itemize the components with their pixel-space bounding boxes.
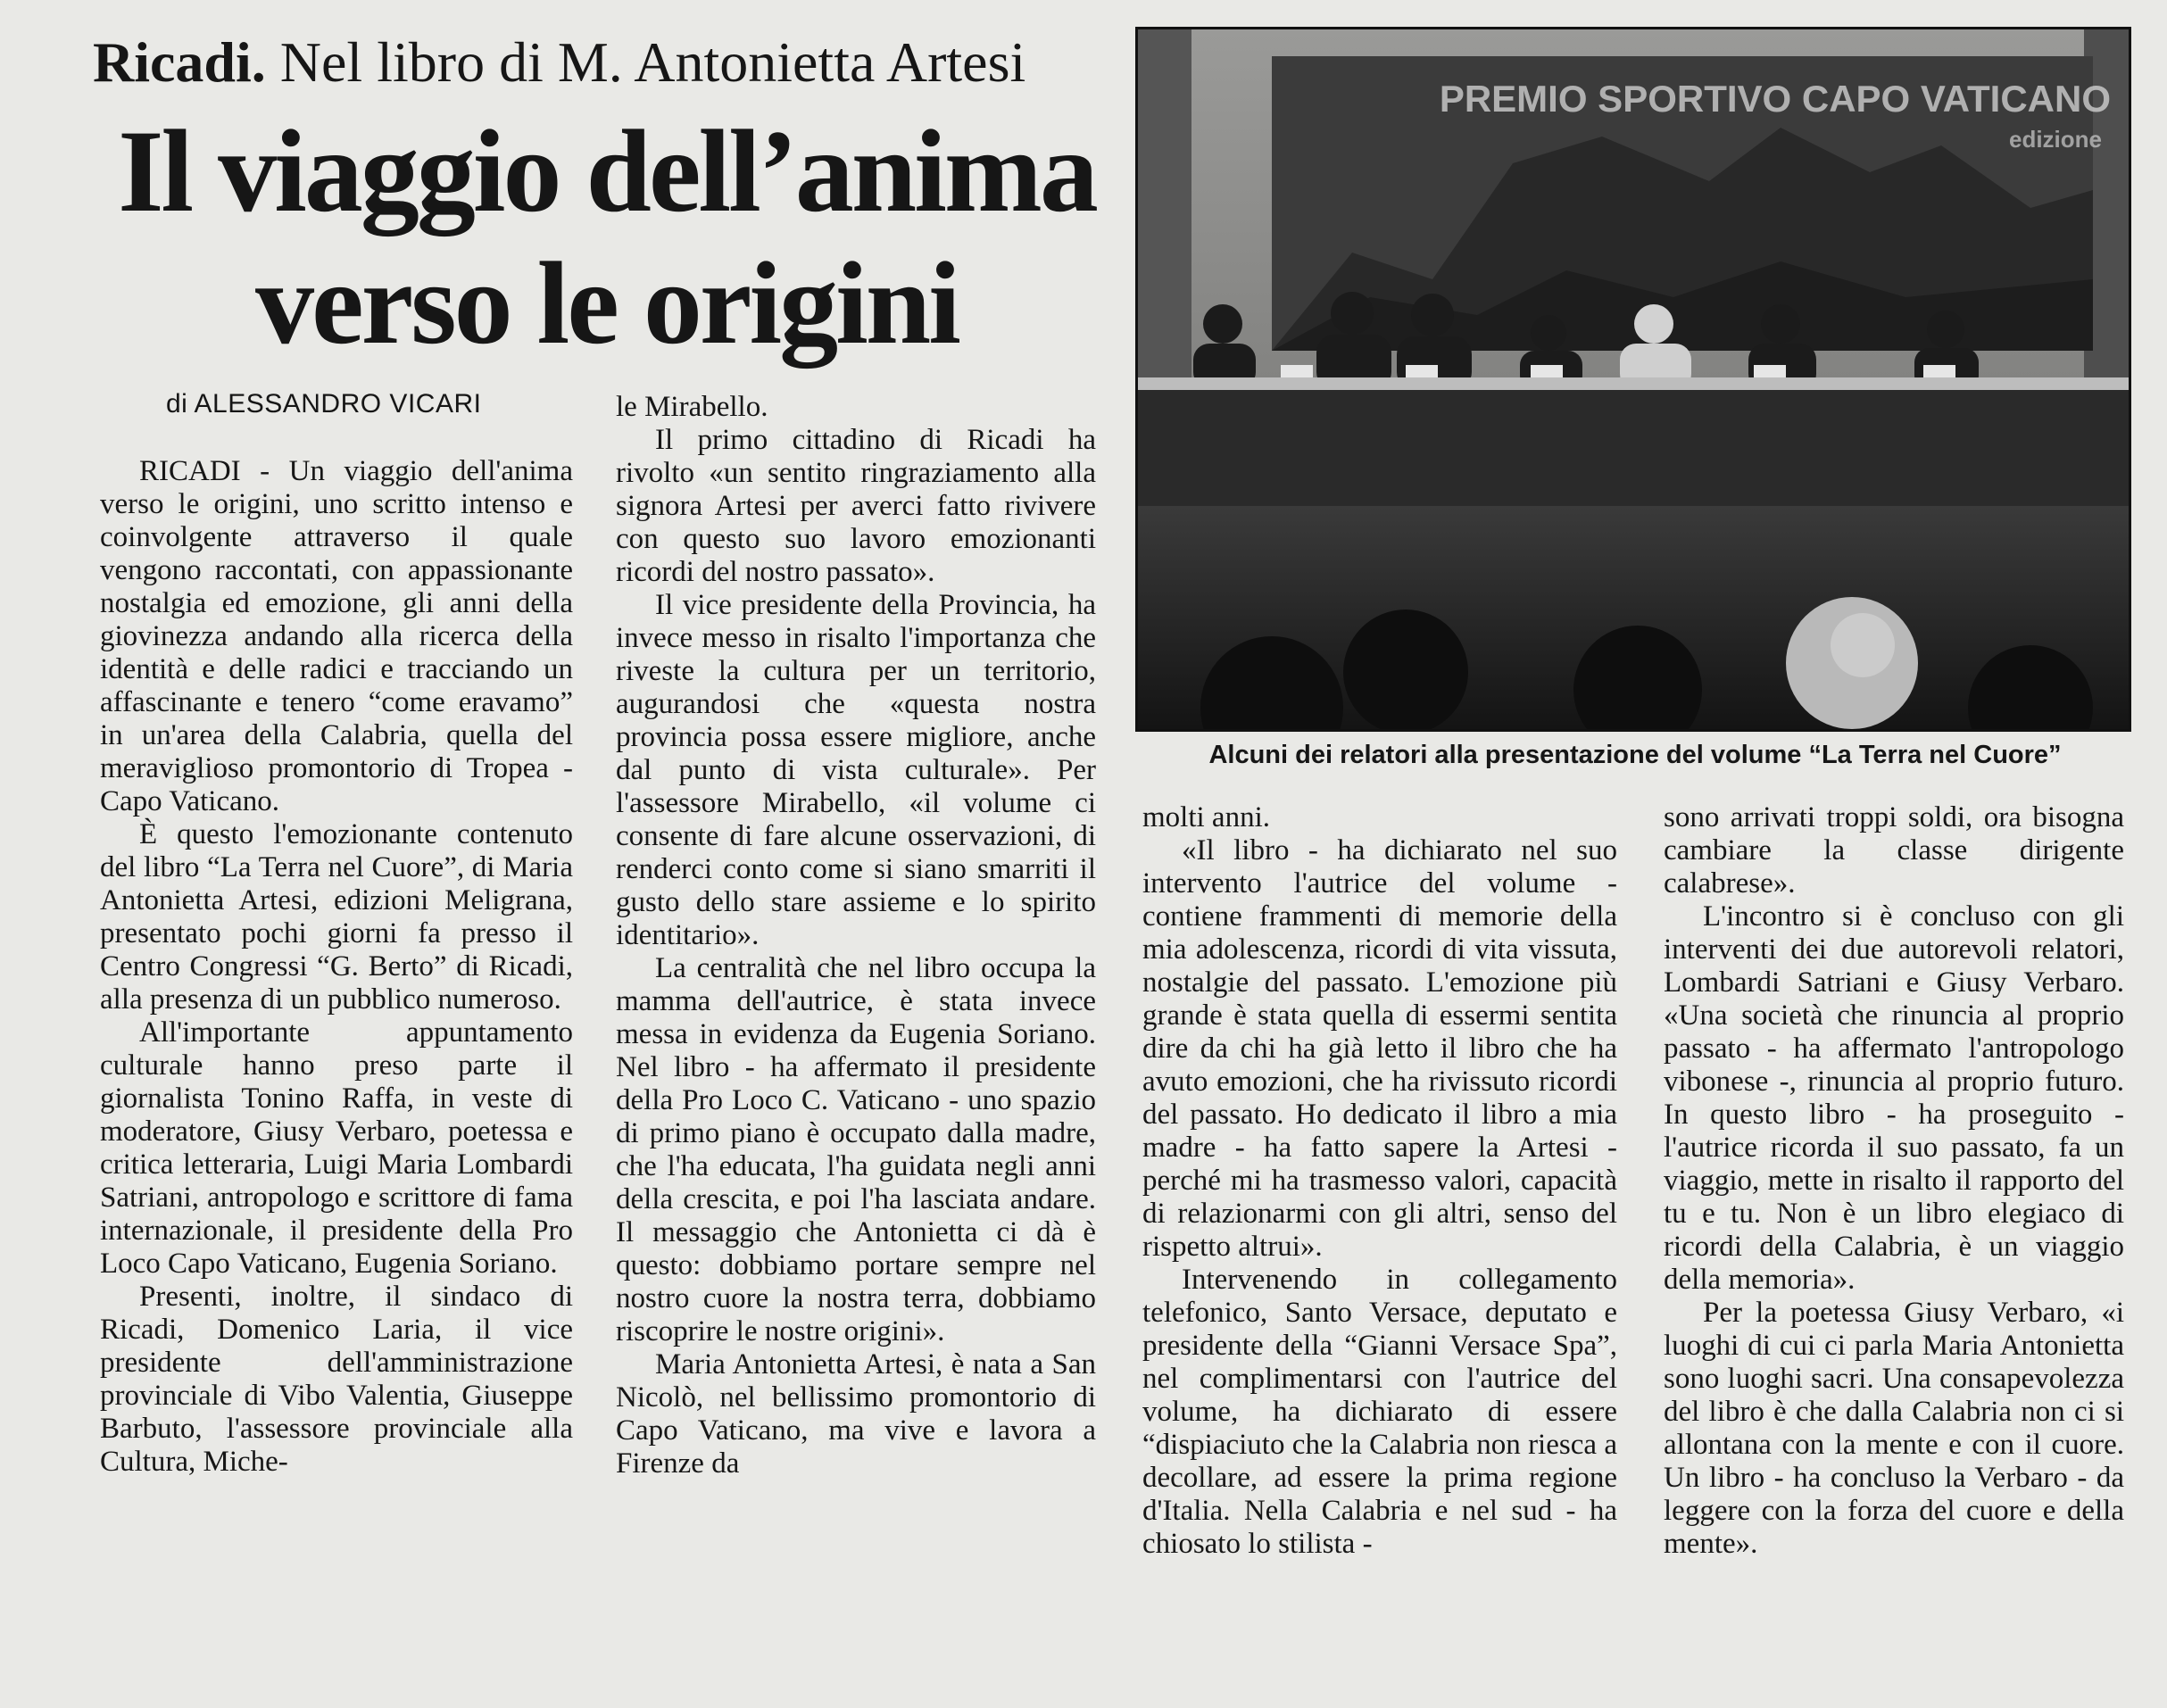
col2-paragraph: Il primo cittadino di Ricadi ha rivolto «un sentito ringraziamento alla signora Artesi per averci fatto rivivere con questo suo lavoro emozionanti ricordi del nostro passato». [616, 424, 1096, 588]
col2-paragraph: Maria Antonietta Artesi, è nata a San Nicolò, nel bellissimo promontorio di Capo Vaticano, ma vive e lavora a Firenze da [616, 1348, 1096, 1480]
article-column-2 [616, 391, 1096, 1480]
headline-line-1: Il viaggio dell’anima [118, 105, 1096, 236]
photo-caption: Alcuni dei relatori alla presentazione del volume “La Terra nel Cuore” [1208, 741, 2062, 769]
col1-paragraph: All'importante appuntamento culturale hanno preso parte il giornalista Tonino Raffa, in veste di moderatore, Giusy Verbaro, poetessa e critica letteraria, Luigi Maria Lombardi Satriani, antropologo e scrittore di fama internazionale, il presidente della Pro Loco Capo Vaticano, Eugenia Soriano. [100, 1016, 573, 1280]
col2-paragraph: Il vice presidente della Provincia, ha invece messo in risalto l'importanza che riveste la cultura per un territorio, augurandosi che «questa nostra provincia possa essere migliore, anche dal punto di vista culturale». Per l'assessore Mirabello, «il volume ci consente di fare alcune osservazioni, di renderci conto come si siano smarriti il gusto dello stare assieme e lo spirito identitario». [616, 589, 1096, 951]
conference-photo [1135, 27, 2131, 732]
article-column-3 [1142, 801, 1617, 1561]
article-column-4 [1664, 801, 2124, 1561]
col3-paragraph: Intervenendo in collegamento telefonico, Santo Versace, deputato e presidente della “Gianni Versace Spa”, nel complimentarsi con l'autrice del volume, ha dichiarato di essere “dispiaciuto che la Calabria non riesca a decollare, ad essere la prima regione d'Italia. Nella Calabria e nel sud - ha chiosato lo stilista - [1142, 1264, 1617, 1560]
article-kicker [93, 25, 1025, 100]
col2-paragraph: La centralità che nel libro occupa la mamma dell'autrice, è stata invece messa in evidenza da Eugenia Soriano. Nel libro - ha affermato il presidente della Pro Loco C. Vaticano - uno spazio di primo piano è occupato dalla madre, che l'ha educata, l'ha guidata negli anni della crescita, e poi l'ha lasciata andare. Il messaggio che Antonietta ci dà è questo: dobbiamo portare sempre nel nostro cuore la nostra terra, dobbiamo riscoprire le nostre origini». [616, 952, 1096, 1347]
col3-continuation: molti anni. [1142, 801, 1270, 833]
article-byline: di ALESSANDRO VICARI [166, 389, 482, 419]
kicker-place: Ricadi. [93, 30, 266, 94]
col1-paragraph: RICADI - Un viaggio dell'anima verso le origini, uno scritto intenso e coinvolgente attraverso il quale vengono raccontati, con appassionante nostalgia ed emozione, gli anni della giovinezza andando alla ricerca della identità e delle radici e tracciando un affascinante e tenero “come eravamo” in un'area della Calabria, quella del meraviglioso promontorio di Tropea - Capo Vaticano. [100, 455, 573, 817]
conference-photo-image [1138, 29, 2129, 729]
col4-paragraph: Per la poetessa Giusy Verbaro, «i luoghi di cui ci parla Maria Antonietta sono luoghi sacri. Una consapevolezza del libro è che dalla Calabria non ci si allontana con la mente e con il cuore. Un libro - ha concluso la Verbaro - da leggere con la forza del cuore e della mente». [1664, 1297, 2124, 1560]
col4-paragraph: L'incontro si è concluso con gli interventi dei due autorevoli relatori, Lombardi Satriani e Giusy Verbaro. «Una società che rinuncia al proprio passato - ha affermato l'antropologo vibonese -, rinuncia al proprio futuro. In questo libro - ha proseguito - l'autrice ricorda il suo passato, fa un viaggio, mette in risalto il rapporto del tu e tu. Non è un libro elegiaco di ricordi della Calabria, è un viaggio della memoria». [1664, 900, 2124, 1296]
col1-paragraph: Presenti, inoltre, il sindaco di Ricadi, Domenico Laria, il vice presidente dell'amministrazione provinciale di Vibo Valentia, Giuseppe Barbuto, l'assessore provinciale alla Cultura, Miche- [100, 1281, 573, 1478]
photo-banner-sub: edizione [2008, 126, 2102, 153]
col2-continuation: le Mirabello. [616, 391, 768, 423]
headline-line-2: verso le origini [255, 237, 959, 369]
kicker-text: Nel libro di M. Antonietta Artesi [279, 30, 1026, 94]
col1-paragraph: È questo l'emozionante contenuto del libro “La Terra nel Cuore”, di Maria Antonietta Artesi, edizioni Meligrana, presentato pochi giorni fa presso il Centro Congressi “G. Berto” di Ricadi, alla presenza di un pubblico numeroso. [100, 818, 573, 1016]
col4-continuation: sono arrivati troppi soldi, ora bisogna cambiare la classe dirigente calabrese». [1664, 801, 2124, 900]
article-headline [89, 105, 1125, 369]
col3-paragraph: «Il libro - ha dichiarato nel suo intervento l'autrice del volume - contiene frammenti di memorie della mia adolescenza, ricordi di vita vissuta, nostalgie del passato. L'emozione più grande è stata quella di essermi sentita dire da chi ha già letto il libro che ha avuto emozioni, che ha rivissuto ricordi del passato. Ho dedicato il libro a mia madre - ha fatto sapere la Artesi - perché mi ha trasmesso valori, capacità di relazionarmi con gli altri, senso del rispetto altrui». [1142, 834, 1617, 1263]
photo-banner-text: PREMIO SPORTIVO CAPO VATICANO [1439, 78, 2111, 120]
article-column-1 [100, 455, 573, 1479]
